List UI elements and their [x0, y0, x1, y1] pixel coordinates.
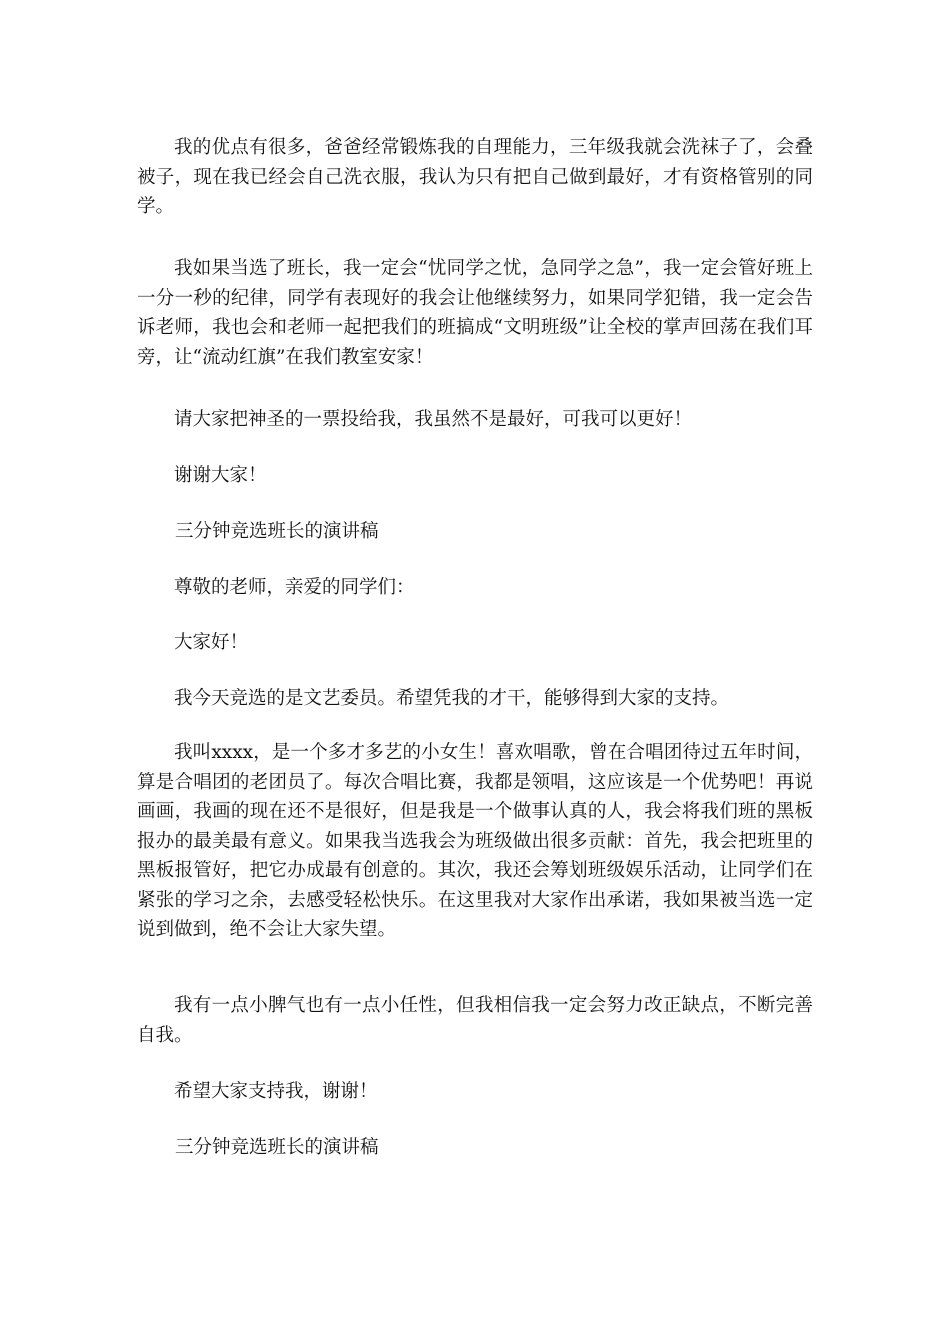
paragraph-introduction: 我叫xxxx，是一个多才多艺的小女生！喜欢唱歌，曾在合唱团待过五年时间，算是合唱团的老团员了。每次合唱比赛，我都是领唱，这应该是一个优势吧！再说画画，我画的现在还不是很好，但是我是一个做事认真的人，我会将我们班的黑板报办的最美最有意义。如果我当选我会为班级做出很多贡献：首先，我会把班里的黑板报管好，把它办成最有创意的。其次，我还会筹划班级娱乐活动，让同学们在紧张的学习之余，去感受轻松快乐。在这里我对大家作出承诺，我如果被当选一定说到做到，绝不会让大家失望。 — [137, 742, 813, 940]
paragraph-strengths: 我的优点有很多，爸爸经常锻炼我的自理能力，三年级我就会洗袜子了，会叠被子，现在我已经会自己洗衣服，我认为只有把自己做到最好，才有资格管别的同学。 — [137, 137, 813, 217]
paragraph-shortcomings: 我有一点小脾气也有一点小任性，但我相信我一定会努力改正缺点，不断完善自我。 — [137, 995, 813, 1046]
paragraph-thanks: 谢谢大家！ — [174, 465, 267, 486]
paragraph-promise: 我如果当选了班长，我一定会“忧同学之忧，急同学之急”，我一定会管好班上一分一秒的纪律，同学有表现好的我会让他继续努力，如果同学犯错，我一定会告诉老师，我也会和老师一起把我们的班搞成“文明班级”让全校的掌声回荡在我们耳旁，让“流动红旗”在我们教室安家！ — [137, 258, 813, 368]
paragraph-vote-request: 请大家把神圣的一票投给我，我虽然不是最好，可我可以更好！ — [174, 409, 693, 430]
section-heading: 三分钟竞选班长的演讲稿 — [175, 521, 379, 542]
paragraph-greeting: 大家好！ — [174, 632, 249, 653]
paragraph-position: 我今天竞选的是文艺委员。希望凭我的才干，能够得到大家的支持。 — [174, 688, 730, 709]
section-heading: 三分钟竞选班长的演讲稿 — [175, 1137, 379, 1158]
paragraph-salutation: 尊敬的老师，亲爱的同学们： — [174, 577, 415, 598]
paragraph-closing: 希望大家支持我，谢谢！ — [174, 1081, 378, 1102]
